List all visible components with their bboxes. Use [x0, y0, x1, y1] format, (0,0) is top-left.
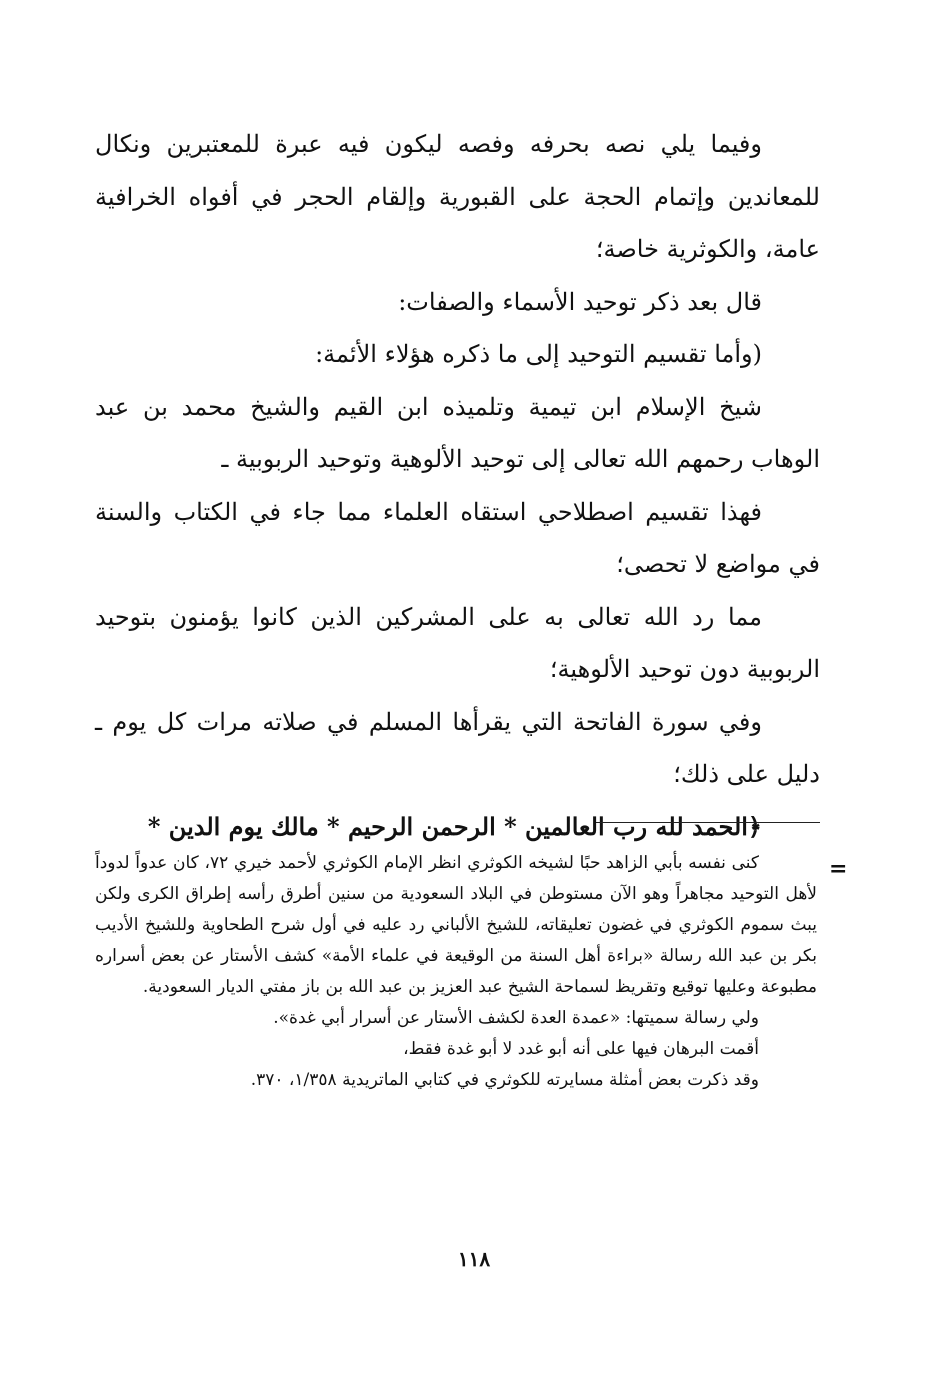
quran-verse: ﴿الحمد لله رب العالمين * الرحمن الرحيم * مالك يوم الدين *: [147, 811, 762, 841]
footnote-paragraph: أقمت البرهان فيها على أنه أبو غدد لا أبو غدة فقط،: [403, 1039, 759, 1059]
main-text: [95, 118, 820, 853]
footnotes: [95, 848, 817, 1096]
body-paragraph: وفي سورة الفاتحة التي يقرأها المسلم في صلاته مرات كل يوم ـ دليل على ذلك؛: [95, 707, 820, 788]
footnote-divider: [596, 822, 820, 823]
footnote-continuation-mark: =: [829, 856, 848, 882]
footnote-paragraph: وقد ذكرت بعض أمثلة مسايرته للكوثري في كتابي الماتريدية ١/٣٥٨، ٣٧٠.: [250, 1070, 759, 1090]
body-paragraph: قال بعد ذكر توحيد الأسماء والصفات:: [398, 287, 762, 316]
body-paragraph: فهذا تقسيم اصطلاحي استقاه العلماء مما جاء في الكتاب والسنة في مواضع لا تحصى؛: [95, 497, 820, 578]
footnote-paragraph: ولي رسالة سميتها: «عمدة العدة لكشف الأستار عن أسرار أبي غدة».: [273, 1008, 759, 1028]
footnote-paragraph: كنى نفسه بأبي الزاهد حبًا لشيخه الكوثري انظر الإمام الكوثري لأحمد خيري ٧٢، كان عدواً لدوداً لأهل التوحيد مجاهراً وهو الآن مستوطن في البلاد السعودية من سنين أطرق رأسه إطراق الكرى ولكن يبث سموم الكوثري في غضون تعليقاته، للشيخ الألباني رد عليه في أول شرح الطحاوية وللشيخ الأديب بكر بن عبد الله رسالة «براءة أهل السنة من الوقيعة في علماء الأمة» كشف الأستار عن بعض أسراره مطبوعة وعليها توقيع وتقريظ لسماحة الشيخ عبد العزيز بن عبد الله بن باز مفتي الديار السعودية.: [95, 853, 817, 997]
body-paragraph: مما رد الله تعالى به على المشركين الذين كانوا يؤمنون بتوحيد الربوبية دون توحيد الألوهية؛: [95, 602, 820, 683]
page-number: ١١٨: [457, 1247, 491, 1271]
body-paragraph: وفيما يلي نصه بحرفه وفصه ليكون فيه عبرة للمعتبرين ونكال للمعاندين وإتمام الحجة على القبورية وإلقام الحجر في أفواه الخرافية عامة، والكوثرية خاصة؛: [95, 130, 820, 263]
body-paragraph: شيخ الإسلام ابن تيمية وتلميذه ابن القيم والشيخ محمد بن عبد الوهاب رحمهم الله تعالى إلى توحيد الألوهية وتوحيد الربوبية ـ: [95, 392, 820, 473]
body-paragraph: (وأما تقسيم التوحيد إلى ما ذكره هؤلاء الأئمة:: [315, 340, 762, 368]
